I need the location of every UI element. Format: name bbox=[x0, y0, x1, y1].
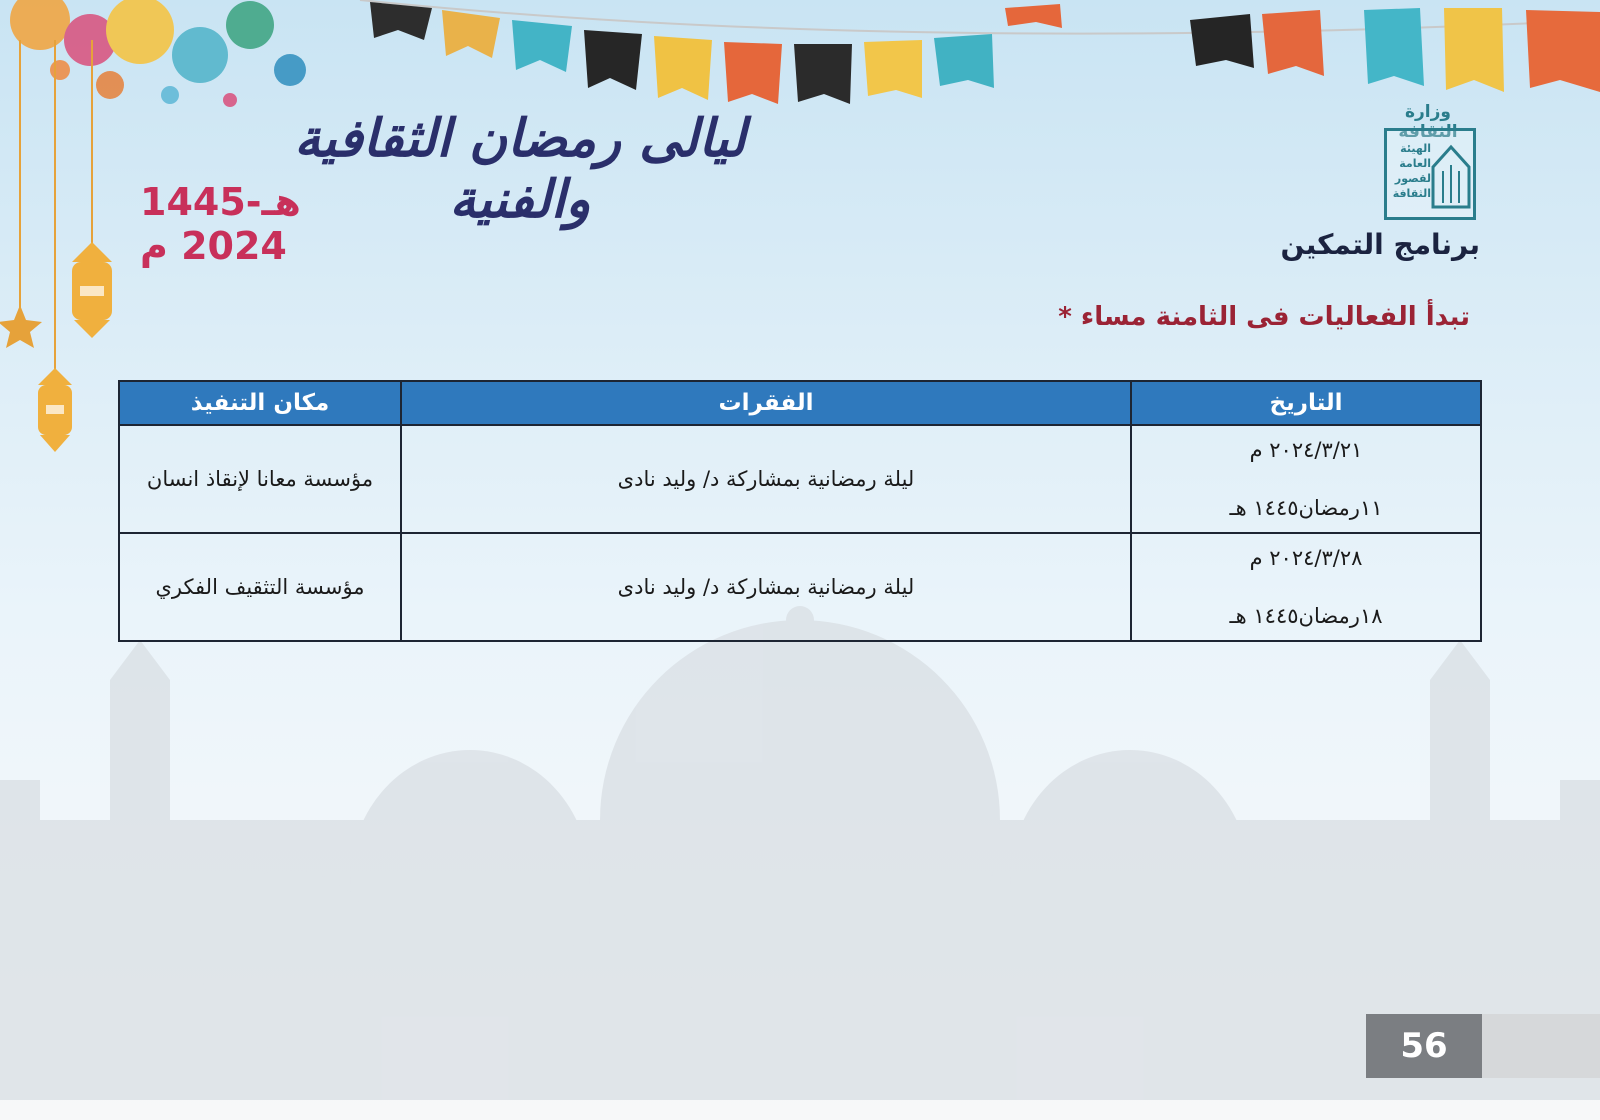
page-title: ليالى رمضان الثقافية والفنية bbox=[294, 108, 746, 230]
table-row bbox=[119, 533, 1481, 641]
header-venue: مكان التنفيذ bbox=[119, 381, 401, 425]
page-number-badge: 56 bbox=[1366, 1014, 1482, 1078]
hijri-date: ١١رمضان١٤٤٥ هـ bbox=[1229, 496, 1383, 520]
logo-text: الهيئة العامة لقصور الثقافة bbox=[1392, 142, 1431, 200]
venue-cell: مؤسسة التثقيف الفكري bbox=[119, 533, 401, 641]
table-row bbox=[119, 425, 1481, 533]
table-header-row bbox=[119, 381, 1481, 425]
gregorian-date: ٢٠٢٤/٣/٢٨ م bbox=[1249, 546, 1363, 570]
building-icon bbox=[1431, 141, 1471, 211]
ministry-logo-caption: وزارة الثقافة bbox=[1398, 102, 1458, 142]
hijri-date: ١٨رمضان١٤٤٥ هـ bbox=[1229, 604, 1383, 628]
events-table bbox=[118, 380, 1482, 642]
page-year: 1445هـ- 2024 م bbox=[140, 180, 301, 268]
program-title: برنامج التمكين bbox=[1280, 228, 1480, 261]
header-date: التاريخ bbox=[1131, 381, 1481, 425]
page-number-strip bbox=[1482, 1014, 1600, 1078]
activity-cell: ليلة رمضانية بمشاركة د/ وليد نادى bbox=[401, 425, 1131, 533]
date-cell bbox=[1131, 533, 1481, 641]
date-cell bbox=[1131, 425, 1481, 533]
venue-cell: مؤسسة معانا لإنقاذ انسان bbox=[119, 425, 401, 533]
events-start-note: * تبدأ الفعاليات فى الثامنة مساء bbox=[1058, 302, 1470, 332]
header-activities: الفقرات bbox=[401, 381, 1131, 425]
ministry-logo bbox=[1384, 128, 1476, 220]
mosque-silhouette bbox=[0, 606, 1600, 1100]
hanging-lanterns bbox=[0, 40, 112, 452]
gregorian-date: ٢٠٢٤/٣/٢١ م bbox=[1249, 438, 1363, 462]
activity-cell: ليلة رمضانية بمشاركة د/ وليد نادى bbox=[401, 533, 1131, 641]
